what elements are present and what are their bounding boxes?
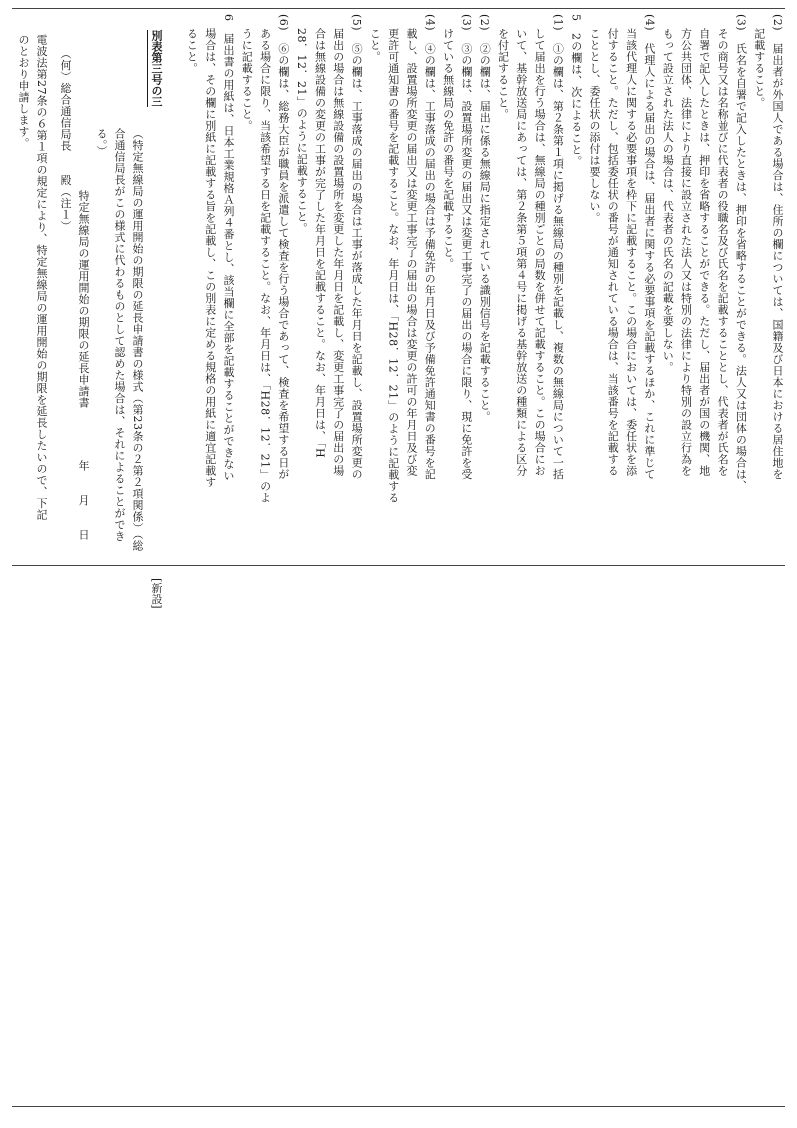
upper-text-line: 届出の場合は無線設備の設置場所を変更した年月日を記載し、変更工事完了の届出の場: [331, 28, 345, 477]
upper-text-line: ること。: [185, 28, 199, 74]
upper-text-line: ある場合に限り、当該希望する日を記載すること。なお、年月日は、「H28．12．21」のよ: [258, 28, 272, 504]
upper-text-line: (1) ①の欄は、第２条第１項に掲げる無線局の種別を記載し、複数の無線局について一括: [551, 14, 565, 480]
top-rule: [12, 8, 785, 9]
upper-text-line: (5) ⑤の欄は、工事落成の届出の場合は工事が落成した年月日を記載し、設置場所変更の: [350, 14, 364, 480]
middle-rule: [12, 565, 785, 566]
upper-text-line: 付すること。ただし、包括委任状の番号が通知されている場合は、当該番号を記載する: [606, 28, 620, 477]
appendix-note-line: （特定無線局の運用開始の期限の延長申請書の様式（第23条の２第２項関係）（総: [131, 128, 144, 552]
appendix-note-line: 合通信局長がこの様式に代わるものとして認めた場合は、それによることができ: [113, 128, 126, 542]
upper-text-line: もって設立された法人の場合は、代表者の氏名の記載を要しない。: [661, 28, 675, 373]
upper-text-line: (4) 代理人による届出の場合は、届出者に関する必要事項を記載するほか、これに準じて: [642, 14, 656, 480]
body-line: 電波法第27条の６第１項の規定により、特定無線局の運用開始の期限を延長したいので、下記: [35, 34, 48, 521]
appendix-title: 別表第三号の三: [150, 30, 163, 107]
upper-text-line: こと。: [368, 28, 382, 63]
bottom-rule: [12, 1106, 785, 1107]
upper-text-line: を付記すること。: [496, 28, 510, 120]
upper-text-line: して届出を行う場合は、無線局の種別ごとの局数を併せて記載すること。この場合にお: [533, 28, 547, 477]
date-label: 年 月 日: [77, 460, 90, 541]
upper-text-line: 自署で記入したときは、押印を省略することができる。ただし、届出者が国の機関、地: [697, 28, 711, 477]
body-line: のとおり申請します。: [17, 34, 30, 149]
upper-text-line: けている無線局の免許の番号を記載すること。: [441, 28, 455, 270]
upper-text-line: (3) 氏名を自署で記入したときは、押印を省略することができる。法人又は団体の場合は、: [734, 14, 748, 492]
upper-text-line: 合は無線設備の変更の工事が完了した年月日を記載すること。なお、年月日は、「H: [313, 28, 327, 459]
upper-text-line: (4) ④の欄は、工事落成の届出の場合は予備免許の年月日及び予備免許通知書の番号を記: [423, 14, 437, 480]
upper-text-line: (2) 届出者が外国人である場合は、住所の欄については、国籍及び日本における居住地を: [771, 14, 784, 480]
upper-text-line: こととし、委任状の添付は要しない。: [588, 28, 601, 224]
upper-text-line: 載し、設置場所変更の届出又は変更工事完了の届出の場合は変更の許可の年月日及び変: [405, 28, 418, 477]
upper-text-line: 5 2の欄は、次によること。: [569, 14, 583, 167]
upper-text-line: 28．12．21」のように記載すること。: [295, 28, 309, 234]
appendix-note-line: る。）: [95, 128, 108, 157]
form-title: 特定無線局の運用開始の期限の延長申請書: [77, 190, 90, 409]
addressee: （何）総合通信局長 殿（注１）: [59, 48, 72, 232]
upper-text-line: 6 届出書の用紙は、日本工業規格Ａ列４番とし、該当欄に全部を記載することができない: [222, 14, 235, 482]
upper-text-line: うに記載すること。: [240, 28, 254, 132]
upper-text-line: 更許可通知書の番号を記載すること。なお、年月日は、「H28．12．21」のように記載する: [386, 28, 400, 504]
upper-text-line: いて、基幹放送局にあっては、第２条第５項第４号に掲げる基幹放送の種類による区分: [514, 28, 528, 477]
upper-text-line: (3) ③の欄は、設置場所変更の届出又は変更工事完了の届出の場合に限り、現に免許を受: [459, 14, 473, 480]
upper-text-line: (2) ②の欄は、届出に係る無線局に指定されている識別信号を記載すること。: [478, 14, 492, 423]
upper-text-line: 当該代理人に関する必要事項を枠下に記載すること。この場合においては、委任状を添: [624, 28, 638, 477]
upper-text-line: 場合は、その欄に別紙に記載する旨を記載し、この別表に定める規格の用紙に適宜記載す: [203, 28, 217, 488]
upper-text-line: (6) ⑥の欄は、総務大臣が職員を派遣して検査を行う場合であって、検査を希望する日が: [276, 14, 290, 480]
upper-text-line: 方公共団体、法律により直接に設立された法人又は特別の法律により特別の設立行為を: [679, 28, 693, 477]
upper-text-line: その商号又は名称並びに代表者の役職名及び氏名を記載することとし、代表者が氏名を: [716, 28, 730, 477]
new-provision-label: [新設]: [150, 578, 163, 609]
upper-text-line: 記載すること。: [752, 28, 766, 109]
